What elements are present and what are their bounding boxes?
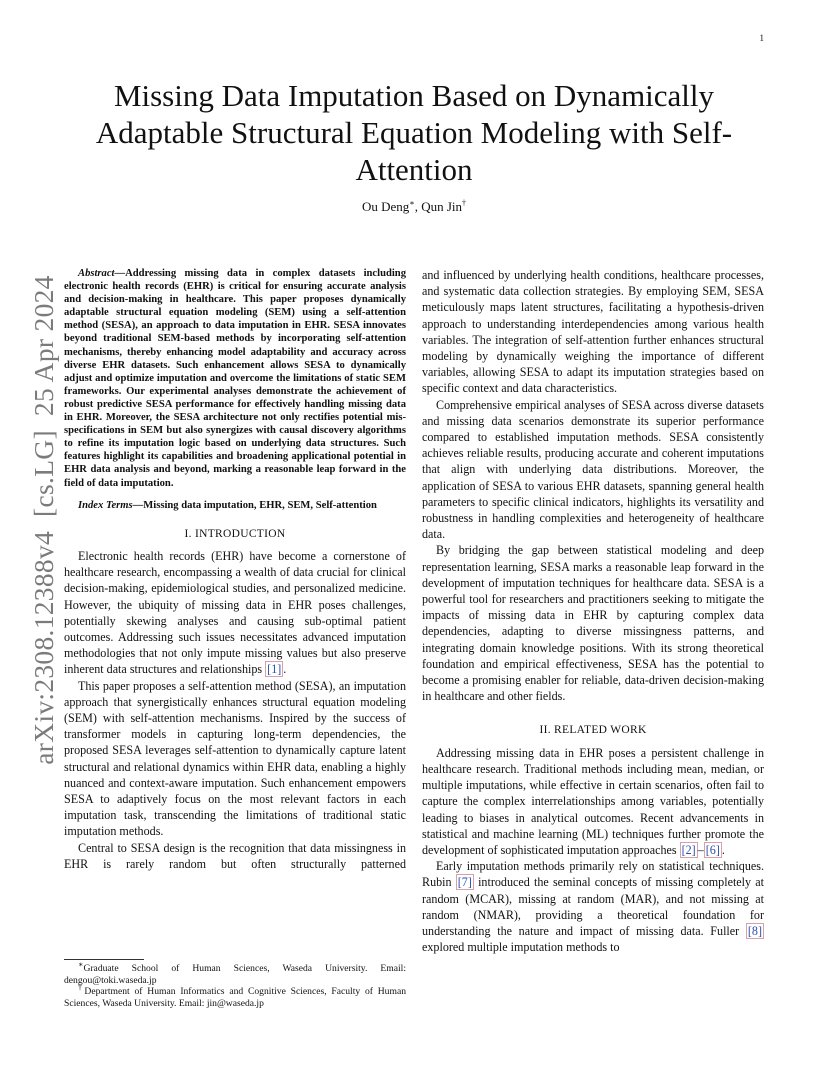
citation-link[interactable]: [1]	[267, 662, 282, 677]
section-heading-related-work: II. RELATED WORK	[539, 724, 647, 737]
paragraph-text: .	[721, 842, 725, 857]
paragraph-text: Addressing missing data in EHR poses a persistent challenge in healthcare research. Traditional methods including mean, median, or multiple imputations, while effective in certain scenarios, often fail to capture the complex interrelationships among variables, potentially leading to biases in analytical outcomes. Recent advancements in statistical and machine learning (ML) techniques further promote the development of sophisticated imputation approaches	[422, 745, 764, 857]
citation-link[interactable]: [2]	[681, 842, 696, 857]
citation-dash: –	[697, 842, 704, 857]
arxiv-category: [cs.LG]	[28, 430, 59, 517]
paragraph-continued: Central to SESA design is the recognition that data missingness in EHR is rarely random but often structurally patterned	[64, 840, 406, 871]
footnote-mark: ∗	[78, 959, 84, 969]
abstract-text: Addressing missing data in complex datasets including electronic health records (EHR) is critical for ensuring accurate analysis and decision-making in healthcare. This paper proposes dynamically adaptable structural equation modeling (SEM) using a self-attention method (SESA), an approach to data imputation in EHR. SESA innovates beyond traditional SEM-based methods by incorporating self-attention mechanisms, thereby enhancing model adaptability and accuracy across diverse EHR datasets. Such enhancement allows SESA to dynamically adjust and optimize imputation and overcome the limitations of static SEM frameworks. Our experimental analyses demonstrate the achievement of robust predictive SESA performance for effectively handling missing data in EHR. Moreover, the SESA architecture not only rectifies potential mis-specifications in SEM but also synergizes with causal discovery algorithms to refine its imputation logic based on underlying data structures. Such features highlight its capabilities and broadening applicational potential in EHR data analysis and beyond, marking a reasonable leap forward in the field of data imputation.	[64, 268, 406, 489]
arxiv-stamp	[28, 268, 60, 771]
paragraph: This paper proposes a self-attention method (SESA), an imputation approach that synergistically enhances structural equation modeling (SEM) with self-attention mechanisms. Inspired by the success of transformer models in capturing long-term dependencies, the proposed SESA leverages self-attention to dynamically capture latent structural and relational dynamics within EHR data, enabling a highly nuanced and context-aware imputation. Such enhancement empowers SESA to adaptively focus on the most relevant factors in each imputation task, transcending the limitations of traditional static imputation methods.	[64, 678, 406, 839]
paragraph	[422, 858, 764, 955]
index-terms-text: Missing data imputation, EHR, SEM, Self-attention	[143, 499, 377, 511]
author-line	[80, 199, 748, 215]
paragraph-text: introduced the seminal concepts of missing completely at random (MCAR), missing at random (MAR), and not missing at random (NMAR), providing a theoretical foundation for understanding the nature and impact of missing data. Fuller	[422, 875, 764, 938]
arxiv-id: arXiv:2308.12388v4	[28, 530, 59, 765]
footnote	[64, 983, 406, 1009]
paragraph-continuation: and influenced by underlying health conditions, healthcare processes, and systematic data collection strategies. By employing SEM, SESA meticulously maps latent structures, facilitating a hypothesis-driven approach to understanding interdependencies among various health variables. The integration of self-attention further enhances structural modeling by dynamically weighing the importance of different variables, allowing SESA to adapt its imputation strategies based on specific context and data characteristics.	[422, 268, 764, 396]
paragraph-text: .	[283, 662, 287, 677]
footnote	[64, 959, 406, 986]
citation-link[interactable]: [6]	[705, 842, 720, 857]
index-terms-dash: —	[132, 499, 144, 511]
paper-title: Missing Data Imputation Based on Dynamically Adaptable Structural Equation Modeling with Self-Attention	[95, 78, 733, 187]
author-separator: ,	[414, 199, 422, 214]
paragraph	[64, 548, 406, 678]
left-column	[64, 267, 406, 872]
author-name: Qun Jin	[421, 199, 463, 214]
paragraph: By bridging the gap between statistical modeling and deep representation learning, SESA marks a reasonable leap forward in the development of imputation techniques for healthcare data. SESA is a powerful tool for researchers and practitioners seeking to mitigate the impacts of missing data in EHR by capturing complex data dependencies, adapting to diverse missingness patterns, and integrating domain knowledge positions. With its strong theoretical foundation and empirical effectiveness, SESA has the potential to become a promising enabler for reliable, data-driven decision-making in healthcare and other fields.	[422, 543, 764, 704]
paragraph-text: Early imputation methods primarily rely on statistical techniques. Rubin	[422, 859, 764, 890]
footnote-text: Department of Human Informatics and Cognitive Sciences, Faculty of Human Sciences, Waseda University. Email: jin@waseda.jp	[64, 986, 406, 1009]
author-name: Ou Deng	[361, 199, 410, 214]
section-heading-introduction: I. INTRODUCTION	[184, 527, 286, 540]
paragraph-text: Electronic health records (EHR) have become a cornerstone of healthcare research, encompassing a wealth of data crucial for clinical decision-making, epidemiological studies, and personalized medicine. However, the ubiquity of missing data in EHR poses challenges, potentially skewing analyses and causing sub-optimal patient outcomes. Addressing such issues necessitates advanced imputation methodologies that not only impute missing values but also preserve inherent data structures and relationships	[64, 548, 406, 677]
footnotes	[64, 959, 406, 1009]
paragraph-text: explored multiple imputation methods to	[422, 940, 620, 955]
footnote-rule	[64, 959, 144, 960]
citation-link[interactable]: [7]	[457, 875, 472, 890]
index-terms-label: Index Terms	[78, 499, 133, 511]
abstract-dash: —	[114, 268, 126, 279]
paragraph	[422, 745, 764, 858]
index-terms	[64, 499, 406, 512]
abstract	[64, 267, 406, 490]
page-number: 1	[759, 33, 764, 43]
arxiv-date: 25 Apr 2024	[28, 275, 59, 417]
footnote-text: Graduate School of Human Sciences, Waseda University. Email: dengou@toki.waseda.jp	[64, 963, 406, 986]
footnote-mark: ∗	[409, 198, 415, 208]
footnote-mark: †	[462, 198, 467, 208]
paragraph: Comprehensive empirical analyses of SESA across diverse datasets and missing data scenarios demonstrate its superior performance compared to established imputation methods. SESA consistently achieves reliable results, producing accurate and coherent imputations that align with underlying data distributions. Moreover, the application of SESA to various EHR datasets, spanning general health parameters to specific clinical indicators, highlights its versatility and robustness in handling complexities and heterogeneity of healthcare data.	[422, 397, 764, 542]
abstract-label: Abstract	[78, 268, 115, 279]
footnote-mark: †	[78, 983, 85, 992]
right-column	[422, 267, 764, 955]
citation-link[interactable]: [8]	[747, 923, 762, 938]
